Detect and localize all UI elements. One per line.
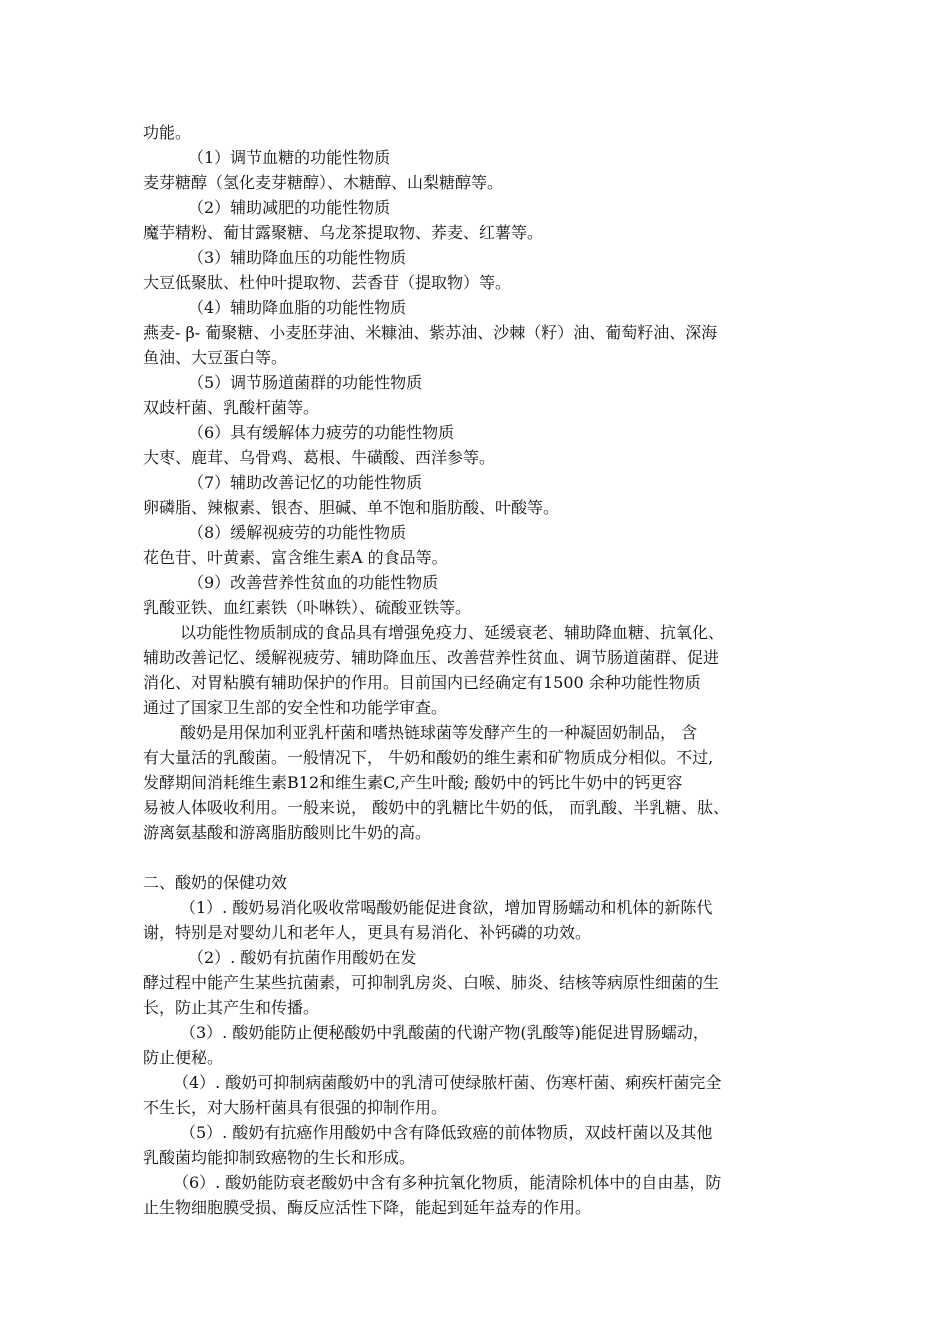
yogurt-paragraph-line: 有大量活的乳酸菌。一般情况下， 牛奶和酸奶的维生素和矿物质成分相似。不过, xyxy=(143,748,714,767)
benefit-line: 酵过程中能产生某些抗菌素，可抑制乳房炎、白喉、肺炎、结核等病原性细菌的生 xyxy=(143,973,720,992)
category-items: 麦芽糖醇（氢化麦芽糖醇）、木糖醇、山梨糖醇等。 xyxy=(143,173,504,192)
category-title: （8）缓解视疲劳的功能性物质 xyxy=(188,523,407,542)
summary-paragraph-line: 辅助改善记忆、缓解视疲劳、辅助降血压、改善营养性贫血、调节肠道菌群、促进 xyxy=(143,648,720,667)
intro-tail: 功能。 xyxy=(143,123,192,142)
yogurt-paragraph-line: 易被人体吸收利用。一般来说， 酸奶中的乳糖比牛奶的低， 而乳酸、半乳糖、肽、 xyxy=(143,798,730,817)
benefit-line: 乳酸菌均能抑制致癌物的生长和形成。 xyxy=(143,1148,416,1167)
category-items: 双歧杆菌、乳酸杆菌等。 xyxy=(143,398,320,417)
benefit-line: （1）. 酸奶易消化吸收常喝酸奶能促进食欲，增加胃肠蠕动和机体的新陈代 xyxy=(180,898,713,917)
category-items: 鱼油、大豆蛋白等。 xyxy=(143,348,288,367)
category-title: （9）改善营养性贫血的功能性物质 xyxy=(188,573,439,592)
category-title: （1）调节血糖的功能性物质 xyxy=(188,148,391,167)
benefit-line: 不生长，对大肠杆菌具有很强的抑制作用。 xyxy=(143,1098,448,1117)
benefit-line: 长，防止其产生和传播。 xyxy=(143,998,320,1017)
category-title: （3）辅助降血压的功能性物质 xyxy=(188,248,407,267)
category-items: 花色苷、叶黄素、富含维生素A 的食品等。 xyxy=(143,548,448,567)
benefit-line: （4）. 酸奶可抑制病菌酸奶中的乳清可使绿脓杆菌、伤寒杆菌、痢疾杆菌完全 xyxy=(173,1073,722,1092)
category-title: （4）辅助降血脂的功能性物质 xyxy=(188,298,407,317)
summary-paragraph-line: 通过了国家卫生部的安全性和功能学审查。 xyxy=(143,698,448,717)
category-items: 魔芋精粉、葡甘露聚糖、乌龙茶提取物、荞麦、红薯等。 xyxy=(143,223,544,242)
document-body xyxy=(143,120,811,1220)
section-heading: 二、酸奶的保健功效 xyxy=(143,873,288,892)
yogurt-paragraph-line: 发酵期间消耗维生素B12和维生素C,产生叶酸; 酸奶中的钙比牛奶中的钙更容 xyxy=(143,773,683,792)
category-items: 乳酸亚铁、血红素铁（卟啉铁）、硫酸亚铁等。 xyxy=(143,598,472,617)
yogurt-paragraph-line: 游离氨基酸和游离脂肪酸则比牛奶的高。 xyxy=(143,823,432,842)
summary-paragraph-line: 以功能性物质制成的食品具有增强免疫力、延缓衰老、辅助降血糖、抗氧化、 xyxy=(180,623,725,642)
category-title: （5）调节肠道菌群的功能性物质 xyxy=(188,373,423,392)
category-items: 燕麦- β- 葡聚糖、小麦胚芽油、米糠油、紫苏油、沙棘（籽）油、葡萄籽油、深海 xyxy=(143,323,718,342)
category-title: （2）辅助减肥的功能性物质 xyxy=(188,198,391,217)
category-items: 大豆低聚肽、杜仲叶提取物、芸香苷（提取物）等。 xyxy=(143,273,512,292)
blank-line xyxy=(143,845,811,870)
category-items: 卵磷脂、辣椒素、银杏、胆碱、单不饱和脂肪酸、叶酸等。 xyxy=(143,498,560,517)
category-items: 大枣、鹿茸、乌骨鸡、葛根、牛磺酸、西洋参等。 xyxy=(143,448,496,467)
benefit-line: （2）. 酸奶有抗菌作用酸奶在发 xyxy=(188,948,417,967)
category-title: （7）辅助改善记忆的功能性物质 xyxy=(188,473,423,492)
benefit-line: 止生物细胞膜受损、酶反应活性下降，能起到延年益寿的作用。 xyxy=(143,1198,592,1217)
category-title: （6）具有缓解体力疲劳的功能性物质 xyxy=(188,423,455,442)
benefit-line: （5）. 酸奶有抗癌作用酸奶中含有降低致癌的前体物质，双歧杆菌以及其他 xyxy=(180,1123,713,1142)
benefit-line: （3）. 酸奶能防止便秘酸奶中乳酸菌的代谢产物(乳酸等)能促进胃肠蠕动， xyxy=(180,1023,709,1042)
benefit-line: 防止便秘。 xyxy=(143,1048,224,1067)
benefit-line: 谢，特别是对婴幼儿和老年人，更具有易消化、补钙磷的功效。 xyxy=(143,923,592,942)
benefit-line: （6）. 酸奶能防衰老酸奶中含有多种抗氧化物质，能清除机体中的自由基，防 xyxy=(173,1173,722,1192)
summary-paragraph-line: 消化、对胃粘膜有辅助保护的作用。目前国内已经确定有1500 余种功能性物质 xyxy=(143,673,701,692)
yogurt-paragraph-line: 酸奶是用保加利亚乳杆菌和嗜热链球菌等发酵产生的一种凝固奶制品， 含 xyxy=(180,723,698,742)
